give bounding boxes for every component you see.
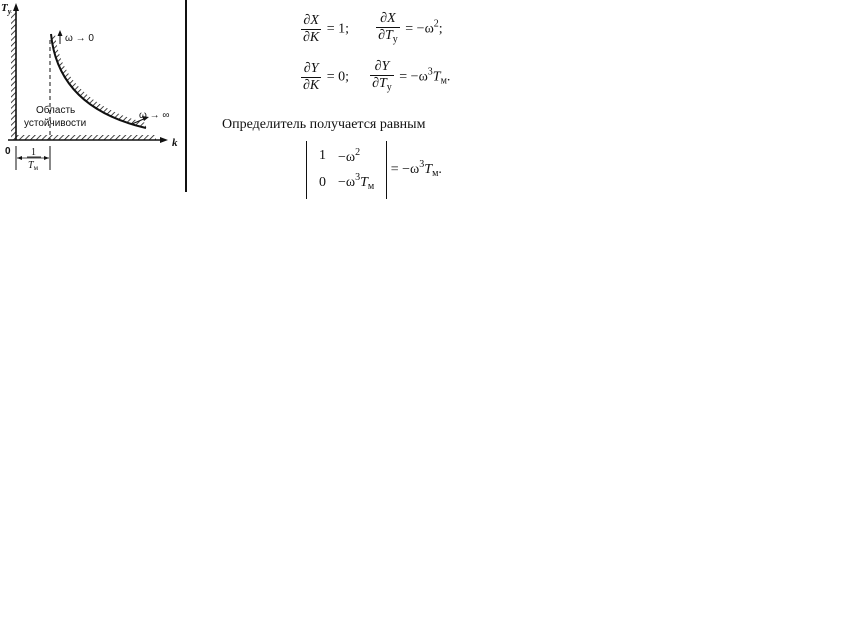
- tick-numerator: 1: [31, 147, 36, 158]
- origin-label: 0: [5, 146, 11, 157]
- det-a12: $-\omega^2$: [338, 147, 361, 165]
- y-axis-label: $T_y$: [1, 2, 12, 16]
- x-axis-label: k: [172, 137, 178, 149]
- omega-inf-label: ω → ∞: [139, 110, 170, 121]
- det-result: = $-\omega^3T_м$.: [390, 159, 442, 180]
- partial-y-over-k: $\frac{\partial Y}{\partial K}$: [303, 61, 320, 93]
- tick-span-left-arrow: [17, 156, 22, 160]
- column-divider: [185, 0, 187, 192]
- tick-denominator: $T_м$: [28, 160, 38, 172]
- stability-region-figure: [0, 0, 190, 195]
- det-a11: 1: [319, 147, 326, 163]
- det-a22: $-\omega^3T_м$: [338, 172, 375, 192]
- determinant-equation: [306, 141, 442, 199]
- equation-row-1: $\frac{\partial X}{\partial K}$ = 1; $\frac{\partial X}{\partial T_y}$ = $-\omega^2$;: [299, 11, 443, 48]
- region-label-line1: Область: [36, 105, 76, 116]
- equation-row-2: $\frac{\partial Y}{\partial K}$ = 0; $\frac{\partial Y}{\partial T_y}$ = $-\omega^3T_м$.: [299, 59, 450, 96]
- det-a21: 0: [319, 174, 326, 190]
- partial-x-over-k: $\frac{\partial X}{\partial K}$: [303, 13, 320, 45]
- y-axis-arrow: [13, 3, 19, 11]
- determinant-matrix: [306, 141, 387, 199]
- partial-y-over-ty: $\frac{\partial Y}{\partial T_y}$: [372, 59, 392, 93]
- region-label-line2: устойчивости: [24, 118, 87, 129]
- partial-x-over-ty: $\frac{\partial X}{\partial T_y}$: [378, 11, 398, 45]
- determinant-intro-text: Определитель получается равным: [222, 117, 426, 132]
- x-axis-arrow: [160, 137, 168, 143]
- omega-zero-arrowhead: [58, 30, 63, 36]
- tick-span-right-arrow: [44, 156, 49, 160]
- omega-zero-label: ω → 0: [65, 33, 94, 44]
